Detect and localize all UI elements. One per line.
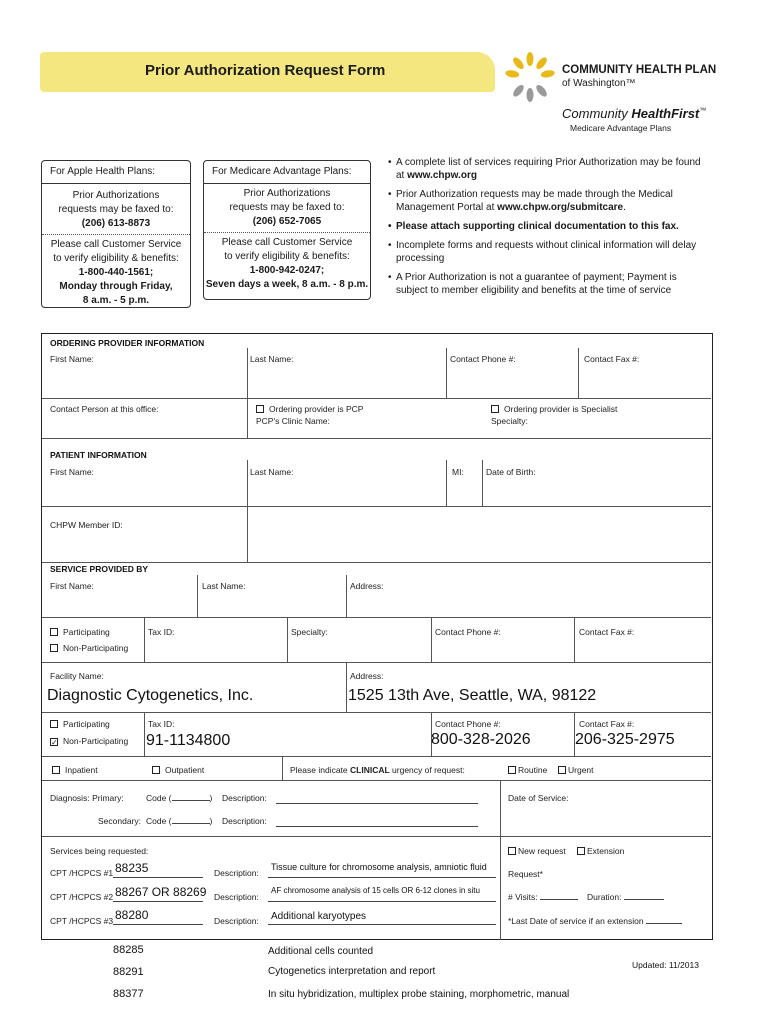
secondary-label: Secondary: bbox=[98, 816, 141, 826]
specialist-checkbox[interactable]: Ordering provider is Specialist bbox=[491, 404, 617, 414]
ordering-last-name[interactable]: Last Name: bbox=[250, 354, 294, 364]
secondary-description-label: Description: bbox=[222, 816, 267, 826]
patient-dob[interactable]: Date of Birth: bbox=[486, 467, 536, 477]
apple-hours2: 8 a.m. - 5 p.m. bbox=[82, 295, 150, 306]
product-sub: Medicare Advantage Plans bbox=[570, 123, 672, 133]
facility-fax-label: Contact Fax #: bbox=[579, 719, 635, 729]
chpw-member-id[interactable]: CHPW Member ID: bbox=[50, 520, 123, 530]
facility-address-label: Address: bbox=[350, 671, 384, 681]
primary-description-label: Description: bbox=[222, 793, 267, 803]
apple-line1: Prior Authorizations bbox=[72, 190, 160, 201]
services-label: Services being requested: bbox=[50, 846, 149, 856]
extra-code-2: 88291 bbox=[113, 966, 144, 978]
bullet-5: • A Prior Authorization is not a guarantee of payment; Payment is subject to member eligibility and benefits at the time of service bbox=[388, 271, 708, 297]
extra-code-1: 88285 bbox=[113, 944, 144, 956]
apple-cs2: to verify eligibility & benefits: bbox=[53, 253, 179, 264]
cpt1-desc-label: Description: bbox=[214, 868, 259, 878]
new-request-checkbox[interactable]: New request bbox=[508, 846, 566, 856]
cpt2-label: CPT /HCPCS #2 bbox=[50, 892, 114, 902]
cpt1-label: CPT /HCPCS #1 bbox=[50, 868, 114, 878]
request-form bbox=[41, 333, 713, 940]
org-name: COMMUNITY HEALTH PLAN bbox=[562, 64, 717, 76]
apple-line2: requests may be faxed to: bbox=[58, 204, 174, 215]
title-banner bbox=[40, 52, 495, 92]
urgency-prompt: Please indicate CLINICAL urgency of request: bbox=[290, 765, 465, 775]
info-bullets bbox=[388, 156, 708, 303]
apple-health-box bbox=[41, 160, 191, 308]
facility-fax-value[interactable]: 206-325-2975 bbox=[575, 731, 675, 748]
facility-phone-label: Contact Phone #: bbox=[435, 719, 501, 729]
outpatient-checkbox[interactable]: Outpatient bbox=[152, 765, 204, 775]
bullet-1: • A complete list of services requiring Prior Authorization may be found at www.chpw.org bbox=[388, 156, 708, 182]
medicare-line2: requests may be faxed to: bbox=[229, 202, 345, 213]
apple-cs1: Please call Customer Service bbox=[50, 239, 182, 250]
org-sub: of Washington™ bbox=[562, 78, 636, 89]
apple-phone: 1-800-440-1561; bbox=[78, 267, 154, 278]
service-non-participating-checkbox[interactable]: Non-Participating bbox=[50, 643, 128, 653]
medicare-hours: Seven days a week, 8 a.m. - 8 p.m. bbox=[205, 279, 369, 290]
cpt2-desc-label: Description: bbox=[214, 892, 259, 902]
service-contact-phone[interactable]: Contact Phone #: bbox=[435, 627, 501, 637]
cpt2-code[interactable]: 88267 OR 88269 bbox=[115, 885, 207, 899]
service-specialty[interactable]: Specialty: bbox=[291, 627, 328, 637]
apple-fax: (206) 613-8873 bbox=[81, 218, 151, 229]
apple-head: For Apple Health Plans: bbox=[42, 161, 190, 184]
cpt1-code[interactable]: 88235 bbox=[115, 861, 149, 875]
date-of-service[interactable]: Date of Service: bbox=[508, 793, 569, 803]
cpt3-label: CPT /HCPCS #3 bbox=[50, 916, 114, 926]
extra-desc-1: Additional cells counted bbox=[268, 946, 374, 957]
medicare-line1: Prior Authorizations bbox=[243, 188, 331, 199]
secondary-code[interactable]: Code ( ) bbox=[146, 816, 213, 826]
facility-address-value[interactable]: 1525 13th Ave, Seattle, WA, 98122 bbox=[348, 687, 597, 704]
form-title: Prior Authorization Request Form bbox=[145, 62, 386, 79]
bullet-4: • Incomplete forms and requests without clinical information will delay processing bbox=[388, 239, 708, 265]
urgent-checkbox[interactable]: Urgent bbox=[558, 765, 594, 775]
extension-checkbox[interactable]: Extension bbox=[577, 846, 624, 856]
medicare-phone: 1-800-942-0247; bbox=[249, 265, 325, 276]
bullet-2: • Prior Authorization requests may be made through the Medical Management Portal at www.chpw.org/submitcare. bbox=[388, 188, 708, 214]
apple-hours1: Monday through Friday, bbox=[59, 281, 173, 292]
service-section-title: SERVICE PROVIDED BY bbox=[50, 564, 149, 574]
medicare-head: For Medicare Advantage Plans: bbox=[204, 161, 370, 184]
facility-tax-id-value[interactable]: 91-1134800 bbox=[146, 732, 231, 749]
sunburst-logo-icon bbox=[505, 52, 555, 102]
extra-code-3: 88377 bbox=[113, 988, 144, 1000]
cpt3-code[interactable]: 88280 bbox=[115, 908, 149, 922]
patient-mi[interactable]: MI: bbox=[452, 467, 464, 477]
ordering-specialty[interactable]: Specialty: bbox=[491, 416, 528, 426]
extra-desc-2: Cytogenetics interpretation and report bbox=[268, 966, 436, 977]
facility-tax-id-label: Tax ID: bbox=[148, 719, 175, 729]
medicare-fax: (206) 652-7065 bbox=[252, 216, 322, 227]
ordering-first-name[interactable]: First Name: bbox=[50, 354, 94, 364]
facility-non-participating-checkbox[interactable]: ✓ Non-Participating bbox=[51, 736, 129, 747]
ordering-contact-fax[interactable]: Contact Fax #: bbox=[584, 354, 640, 364]
contact-person[interactable]: Contact Person at this office: bbox=[50, 404, 159, 414]
last-date-field[interactable]: *Last Date of service if an extension bbox=[508, 916, 682, 926]
medicare-box bbox=[203, 160, 371, 300]
inpatient-checkbox[interactable]: Inpatient bbox=[52, 765, 98, 775]
secondary-description-line[interactable] bbox=[276, 826, 478, 827]
extra-desc-3: In situ hybridization, multiplex probe staining, morphometric, manual bbox=[268, 989, 570, 1000]
cpt1-desc[interactable]: Tissue culture for chromosome analysis, amniotic fluid bbox=[271, 862, 487, 872]
service-participating-checkbox[interactable]: Participating bbox=[50, 627, 110, 637]
facility-phone-value[interactable]: 800-328-2026 bbox=[431, 731, 531, 748]
updated-date: Updated: 11/2013 bbox=[632, 960, 699, 970]
medicare-cs1: Please call Customer Service bbox=[221, 237, 353, 248]
service-first-name[interactable]: First Name: bbox=[50, 581, 94, 591]
visits-field[interactable]: # Visits: bbox=[508, 892, 578, 902]
facility-participating-checkbox[interactable]: Participating bbox=[50, 719, 110, 729]
medicare-cs2: to verify eligibility & benefits: bbox=[224, 251, 350, 262]
primary-description-line[interactable] bbox=[276, 803, 478, 804]
pcp-checkbox[interactable]: Ordering provider is PCP bbox=[256, 404, 363, 414]
ordering-contact-phone[interactable]: Contact Phone #: bbox=[450, 354, 516, 364]
routine-checkbox[interactable]: Routine bbox=[508, 765, 547, 775]
duration-field[interactable]: Duration: bbox=[587, 892, 664, 902]
cpt3-desc[interactable]: Additional karyotypes bbox=[271, 911, 367, 922]
pcp-clinic-name[interactable]: PCP's Clinic Name: bbox=[256, 416, 330, 426]
cpt2-desc[interactable]: AF chromosome analysis of 15 cells OR 6-12 clones in situ bbox=[271, 886, 480, 895]
service-address[interactable]: Address: bbox=[350, 581, 384, 591]
bullet-3: • Please attach supporting clinical documentation to this fax. bbox=[388, 220, 708, 233]
patient-first-name[interactable]: First Name: bbox=[50, 467, 94, 477]
facility-name-value[interactable]: Diagnostic Cytogenetics, Inc. bbox=[47, 687, 254, 704]
cpt3-desc-label: Description: bbox=[214, 916, 259, 926]
primary-code[interactable]: Code ( ) bbox=[146, 793, 213, 803]
service-tax-id[interactable]: Tax ID: bbox=[148, 627, 175, 637]
request-label: Request* bbox=[508, 869, 543, 879]
patient-section-title: PATIENT INFORMATION bbox=[50, 450, 147, 460]
patient-last-name[interactable]: Last Name: bbox=[250, 467, 294, 477]
diagnosis-label: Diagnosis: Primary: bbox=[50, 793, 124, 803]
product-name: Community HealthFirst™ bbox=[562, 106, 707, 121]
service-contact-fax[interactable]: Contact Fax #: bbox=[579, 627, 635, 637]
facility-name-label: Facility Name: bbox=[50, 671, 104, 681]
service-last-name[interactable]: Last Name: bbox=[202, 581, 246, 591]
ordering-section-title: ORDERING PROVIDER INFORMATION bbox=[50, 338, 205, 348]
